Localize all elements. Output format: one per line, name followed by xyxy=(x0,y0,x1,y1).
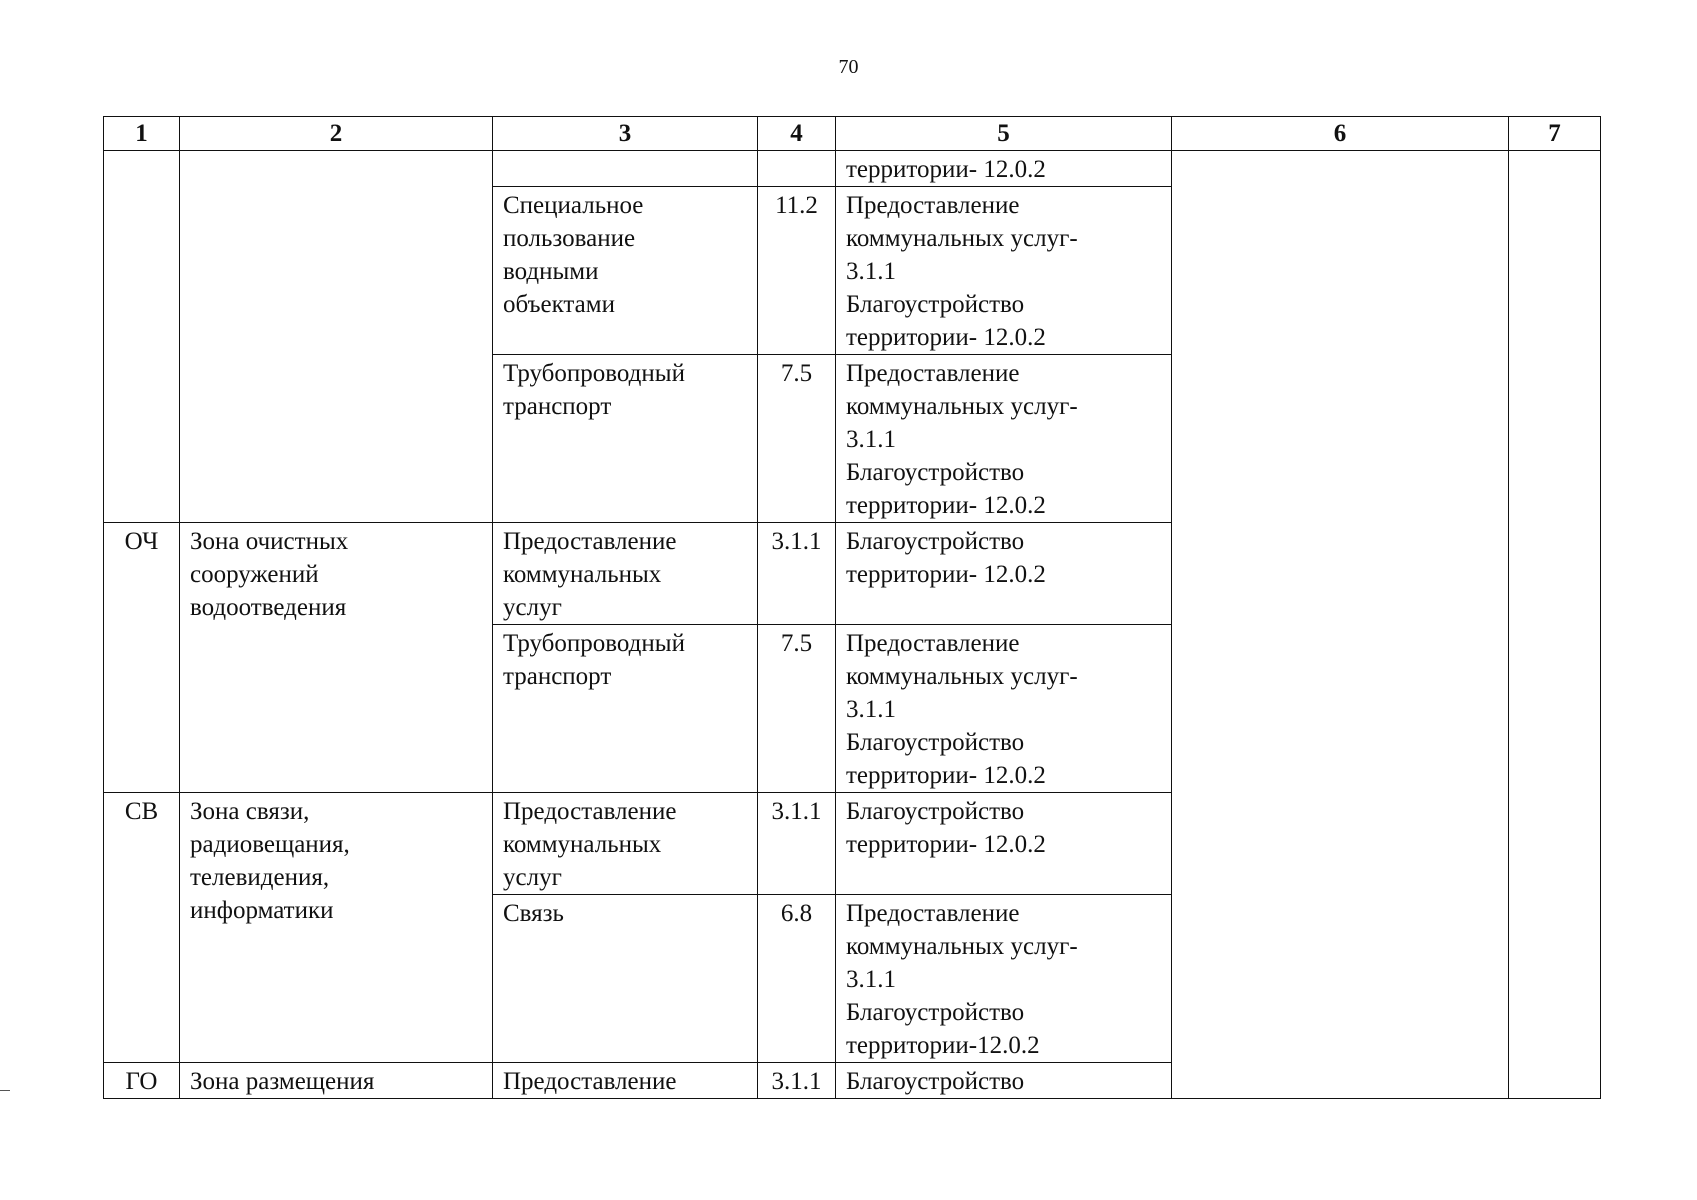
use-code-cell: 3.1.1 xyxy=(758,523,836,625)
related-use-cell: Предоставление коммунальных услуг- 3.1.1 Благоустройство территории- 12.0.2 xyxy=(836,187,1172,355)
use-name-cell xyxy=(493,151,758,187)
header-col-6: 6 xyxy=(1172,117,1509,151)
page-number: 70 xyxy=(838,56,859,78)
zone-code-cell: СВ xyxy=(104,793,180,1063)
header-col-4: 4 xyxy=(758,117,836,151)
header-col-5: 5 xyxy=(836,117,1172,151)
related-use-cell: Предоставление коммунальных услуг- 3.1.1 Благоустройство территории-12.0.2 xyxy=(836,895,1172,1063)
use-code-cell xyxy=(758,151,836,187)
header-col-7: 7 xyxy=(1509,117,1601,151)
related-use-cell: Благоустройство территории- 12.0.2 xyxy=(836,793,1172,895)
use-code-cell: 11.2 xyxy=(758,187,836,355)
use-code-cell: 6.8 xyxy=(758,895,836,1063)
use-name-cell: Предоставление коммунальных услуг xyxy=(493,523,758,625)
header-col-2: 2 xyxy=(180,117,493,151)
related-use-cell: Предоставление коммунальных услуг- 3.1.1 Благоустройство территории- 12.0.2 xyxy=(836,625,1172,793)
zoning-table xyxy=(103,116,1601,1099)
use-name-cell: Связь xyxy=(493,895,758,1063)
zone-code-cell xyxy=(104,151,180,523)
use-code-cell: 3.1.1 xyxy=(758,1063,836,1099)
header-col-3: 3 xyxy=(493,117,758,151)
use-code-cell: 3.1.1 xyxy=(758,793,836,895)
table-row xyxy=(104,151,1601,187)
related-use-cell: Благоустройство xyxy=(836,1063,1172,1099)
use-name-cell: Трубопроводный транспорт xyxy=(493,625,758,793)
scan-edge-mark xyxy=(0,1090,10,1091)
zone-name-cell: Зона очистных сооружений водоотведения xyxy=(180,523,493,793)
zone-name-cell: Зона размещения xyxy=(180,1063,493,1099)
table-header-row xyxy=(104,117,1601,151)
use-name-cell: Предоставление xyxy=(493,1063,758,1099)
related-use-cell: территории- 12.0.2 xyxy=(836,151,1172,187)
column-7-cell xyxy=(1509,151,1601,1099)
zone-name-cell xyxy=(180,151,493,523)
use-code-cell: 7.5 xyxy=(758,625,836,793)
related-use-cell: Предоставление коммунальных услуг- 3.1.1 Благоустройство территории- 12.0.2 xyxy=(836,355,1172,523)
use-code-cell: 7.5 xyxy=(758,355,836,523)
zone-name-cell: Зона связи, радиовещания, телевидения, информатики xyxy=(180,793,493,1063)
use-name-cell: Трубопроводный транспорт xyxy=(493,355,758,523)
zone-code-cell: ГО xyxy=(104,1063,180,1099)
column-6-cell xyxy=(1172,151,1509,1099)
zone-code-cell: ОЧ xyxy=(104,523,180,793)
header-col-1: 1 xyxy=(104,117,180,151)
use-name-cell: Предоставление коммунальных услуг xyxy=(493,793,758,895)
related-use-cell: Благоустройство территории- 12.0.2 xyxy=(836,523,1172,625)
use-name-cell: Специальное пользование водными объектами xyxy=(493,187,758,355)
